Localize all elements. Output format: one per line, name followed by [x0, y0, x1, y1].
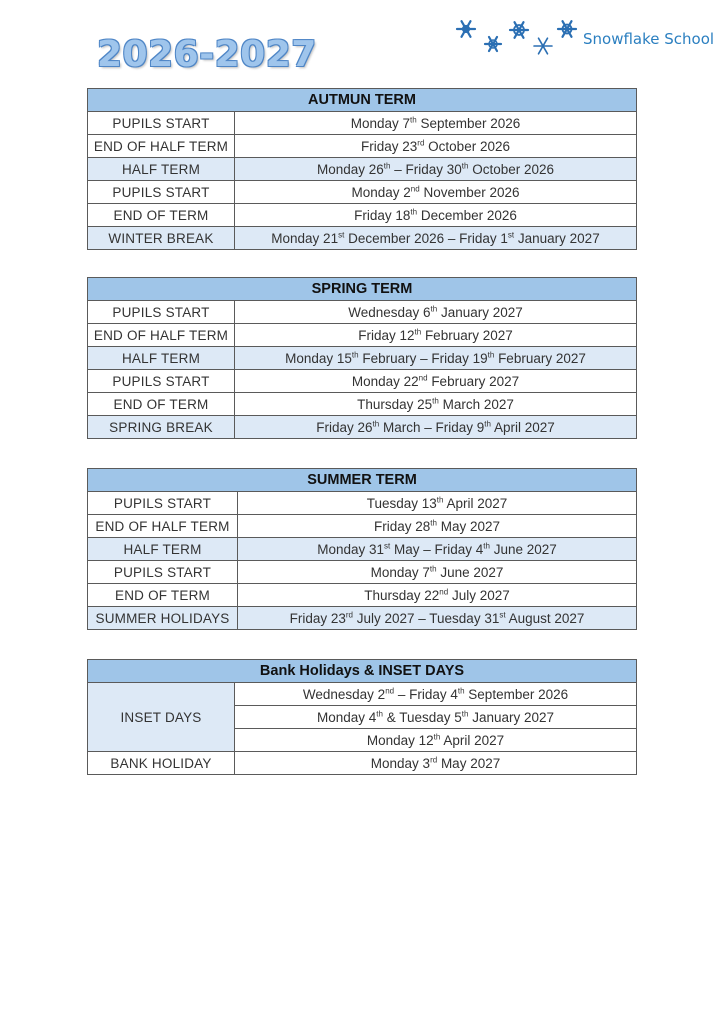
term-row-date: Friday 23rd July 2027 – Tuesday 31st August 2027: [238, 607, 637, 630]
term-row: [88, 584, 637, 607]
term-row-date: Monday 26th – Friday 30th October 2026: [235, 158, 637, 181]
term-row-date: Friday 28th May 2027: [238, 515, 637, 538]
inset-date: Monday 12th April 2027: [235, 729, 637, 752]
school-name: Snowflake School: [583, 30, 715, 48]
term-row-label: SUMMER HOLIDAYS: [88, 607, 238, 630]
term-row-date: Friday 12th February 2027: [235, 324, 637, 347]
term-row: [88, 416, 637, 439]
term-row: [88, 301, 637, 324]
term-row: [88, 515, 637, 538]
term-row-label: END OF TERM: [88, 584, 238, 607]
term-row: [88, 538, 637, 561]
term-row: [88, 347, 637, 370]
term-row-label: END OF HALF TERM: [88, 324, 235, 347]
term-row-label: END OF HALF TERM: [88, 515, 238, 538]
snowflakes-icon: [455, 16, 580, 60]
spring-term-table: [87, 277, 637, 439]
term-row-label: PUPILS START: [88, 112, 235, 135]
bank-holiday-label: BANK HOLIDAY: [88, 752, 235, 775]
term-row-date: Wednesday 6th January 2027: [235, 301, 637, 324]
term-row-label: PUPILS START: [88, 561, 238, 584]
term-row-date: Monday 15th February – Friday 19th February 2027: [235, 347, 637, 370]
term-row: [88, 607, 637, 630]
term-row: [88, 135, 637, 158]
term-row: [88, 561, 637, 584]
term-row-date: Friday 23rd October 2026: [235, 135, 637, 158]
term-row: [88, 227, 637, 250]
term-row-label: HALF TERM: [88, 158, 235, 181]
inset-date: Wednesday 2nd – Friday 4th September 2026: [235, 683, 637, 706]
term-row-date: Monday 21st December 2026 – Friday 1st January 2027: [235, 227, 637, 250]
term-row-label: PUPILS START: [88, 370, 235, 393]
term-row: [88, 324, 637, 347]
summer-term-table: [87, 468, 637, 630]
term-row: [88, 492, 637, 515]
bank-holidays-table: [87, 659, 637, 775]
term-row-label: END OF HALF TERM: [88, 135, 235, 158]
term-row-date: Monday 7th June 2027: [238, 561, 637, 584]
bank-holiday-date: Monday 3rd May 2027: [235, 752, 637, 775]
term-row-label: HALF TERM: [88, 538, 238, 561]
autumn-term-heading: AUTMUN TERM: [88, 89, 637, 112]
term-row-label: END OF TERM: [88, 204, 235, 227]
term-row: [88, 370, 637, 393]
autumn-term-table: [87, 88, 637, 250]
term-row-date: Monday 22nd February 2027: [235, 370, 637, 393]
term-row: [88, 158, 637, 181]
term-row: [88, 393, 637, 416]
term-row-date: Tuesday 13th April 2027: [238, 492, 637, 515]
term-row-date: Monday 2nd November 2026: [235, 181, 637, 204]
term-row-date: Thursday 22nd July 2027: [238, 584, 637, 607]
term-row-label: HALF TERM: [88, 347, 235, 370]
term-row-date: Thursday 25th March 2027: [235, 393, 637, 416]
school-logo: [455, 16, 717, 60]
bank-holiday-row: [88, 752, 637, 775]
term-row-date: Monday 7th September 2026: [235, 112, 637, 135]
term-row-label: SPRING BREAK: [88, 416, 235, 439]
spring-term-heading: SPRING TERM: [88, 278, 637, 301]
page-title: 2026-2027: [97, 34, 317, 75]
term-row: [88, 204, 637, 227]
term-row-label: PUPILS START: [88, 492, 238, 515]
bank-holidays-heading: Bank Holidays & INSET DAYS: [88, 660, 637, 683]
term-row-date: Friday 26th March – Friday 9th April 2027: [235, 416, 637, 439]
term-row: [88, 181, 637, 204]
term-row-label: PUPILS START: [88, 181, 235, 204]
inset-days-label: INSET DAYS: [88, 683, 235, 752]
term-row-date: Monday 31st May – Friday 4th June 2027: [238, 538, 637, 561]
term-row: [88, 112, 637, 135]
term-row-label: WINTER BREAK: [88, 227, 235, 250]
inset-row: [88, 683, 637, 706]
term-row-label: PUPILS START: [88, 301, 235, 324]
term-row-date: Friday 18th December 2026: [235, 204, 637, 227]
summer-term-heading: SUMMER TERM: [88, 469, 637, 492]
inset-date: Monday 4th & Tuesday 5th January 2027: [235, 706, 637, 729]
term-row-label: END OF TERM: [88, 393, 235, 416]
